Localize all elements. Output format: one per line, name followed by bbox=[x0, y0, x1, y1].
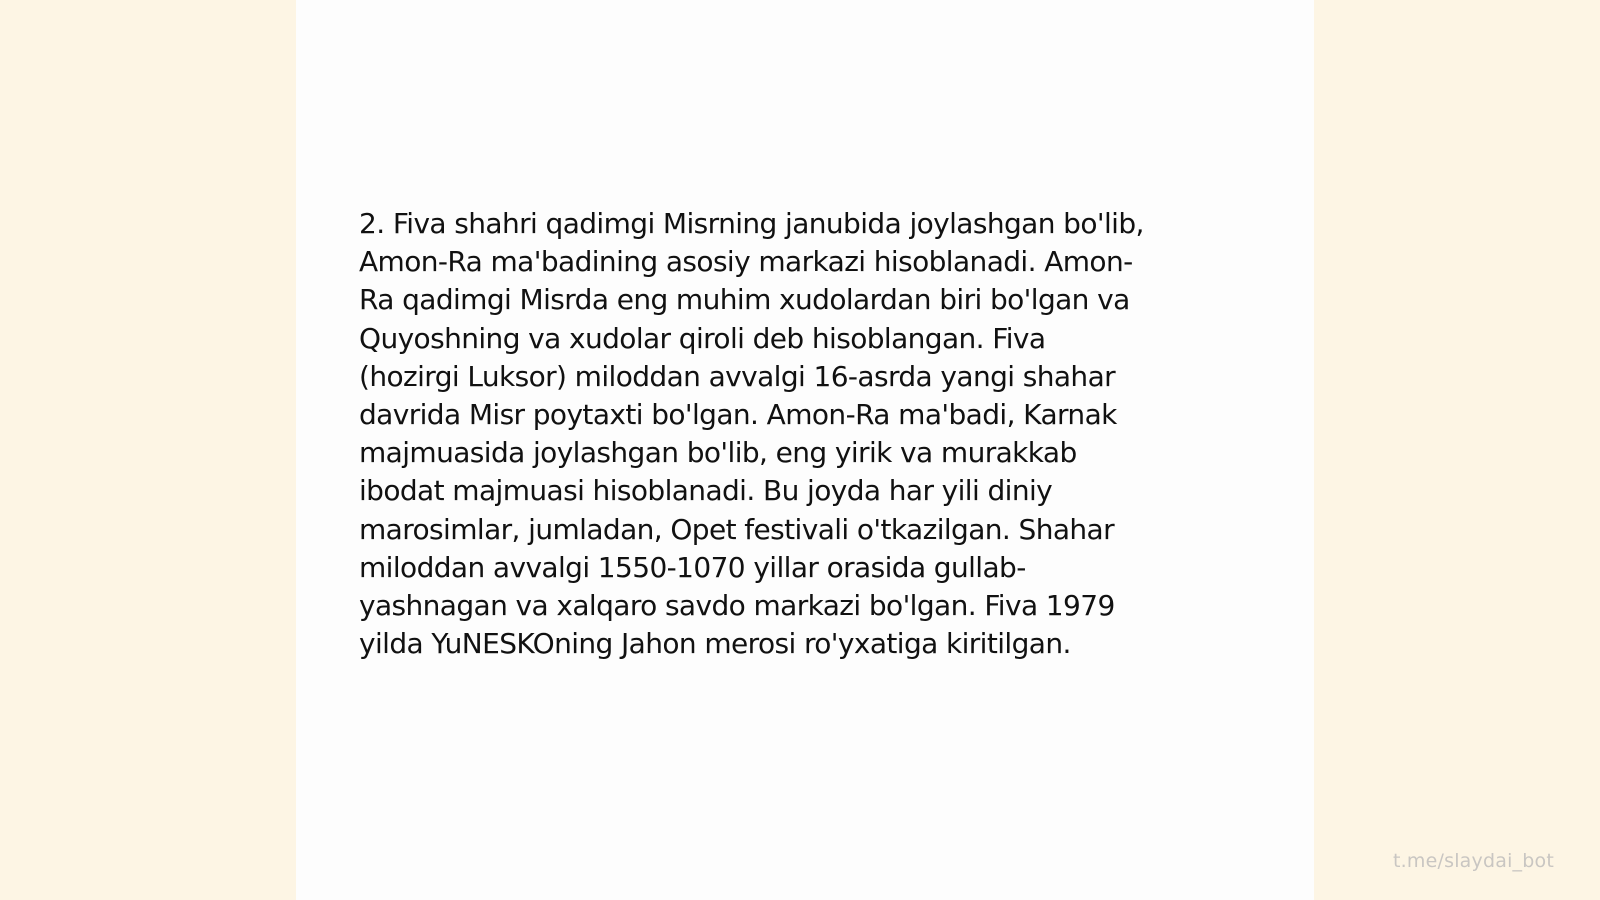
left-background-panel bbox=[0, 0, 296, 900]
slide-body-text: 2. Fiva shahri qadimgi Misrning janubida joylashgan bo'lib, Amon-Ra ma'badining asosiy markazi hisoblanadi. Amon- Ra qadimgi Misrda eng muhim xudolardan biri bo'lgan va Quyoshning va xudolar qiroli deb hisoblangan. Fiva (hozirgi Luksor) miloddan avvalgi 16-asrda yangi shahar davrida Misr poytaxti bo'lgan. Amon-Ra ma'badi, Karnak majmuasida joylashgan bo'lib, eng yirik va murakkab ibodat majmuasi hisoblanadi. Bu joyda har yili diniy marosimlar, jumladan, Opet festivali o'tkazilgan. Shahar miloddan avvalgi 1550-1070 yillar orasida gullab- yashnagan va xalqaro savdo markazi bo'lgan. Fiva 1979 yilda YuNESKOning Jahon merosi ro'yxatiga kiritilgan. bbox=[359, 207, 1144, 661]
right-background-panel bbox=[1314, 0, 1600, 900]
watermark-link: t.me/slaydai_bot bbox=[1393, 850, 1554, 872]
